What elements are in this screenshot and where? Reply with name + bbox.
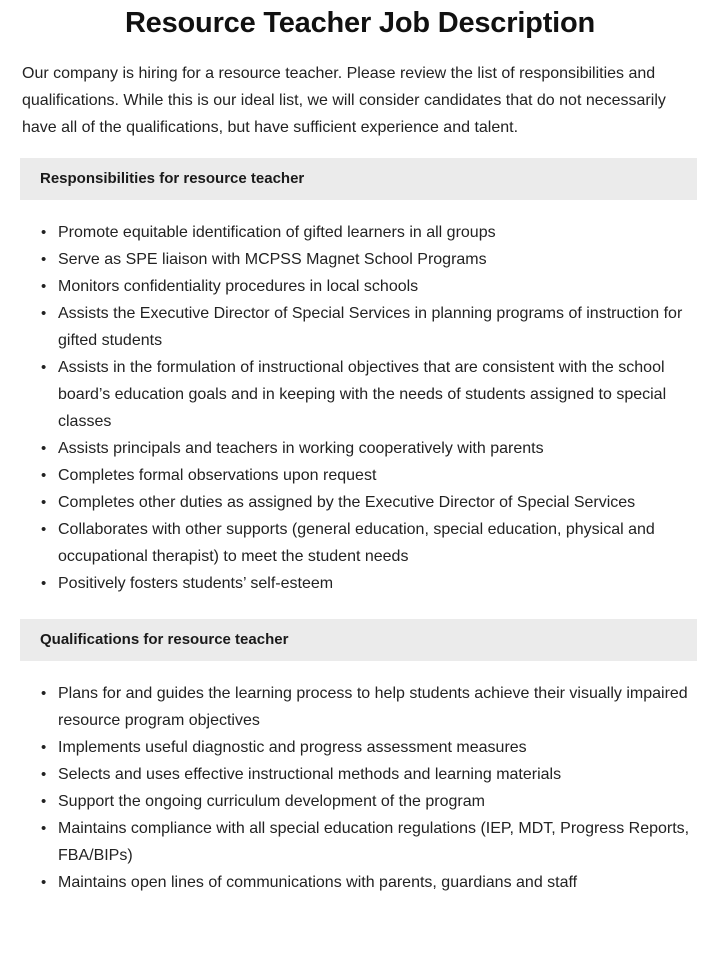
- list-item: • Monitors confidentiality procedures in local schools: [0, 273, 720, 300]
- list-item: • Maintains open lines of communications with parents, guardians and staff: [0, 869, 720, 896]
- section-heading: Responsibilities for resource teacher: [20, 158, 697, 200]
- list-item: • Completes other duties as assigned by the Executive Director of Special Services: [0, 489, 720, 516]
- list-item: • Assists the Executive Director of Special Services in planning programs of instruction for gifted students: [0, 300, 720, 354]
- list-item: • Assists principals and teachers in working cooperatively with parents: [0, 435, 720, 462]
- section-2: [0, 619, 720, 896]
- list-item: • Serve as SPE liaison with MCPSS Magnet School Programs: [0, 246, 720, 273]
- section-gap: [0, 597, 720, 619]
- list-item: • Promote equitable identification of gifted learners in all groups: [0, 219, 720, 246]
- section-list: [0, 219, 720, 597]
- section-list: [0, 680, 720, 896]
- list-item: • Assists in the formulation of instructional objectives that are consistent with the school board’s education goals and in keeping with the needs of students assigned to special classes: [0, 354, 720, 435]
- list-item: • Implements useful diagnostic and progress assessment measures: [0, 734, 720, 761]
- list-item: • Selects and uses effective instructional methods and learning materials: [0, 761, 720, 788]
- intro-spacer: [0, 141, 720, 158]
- intro-paragraph: Our company is hiring for a resource teacher. Please review the list of responsibilities and qualifications. While this is our ideal list, we will consider candidates that do not necessarily have all of the qualifications, but have sufficient experience and talent.: [22, 65, 666, 136]
- page-title: Resource Teacher Job Description: [124, 7, 596, 39]
- list-item: • Collaborates with other supports (general education, special education, physical and occupational therapist) to meet the student needs: [0, 516, 720, 570]
- list-top-spacer: [0, 661, 720, 680]
- sections-container: [0, 158, 720, 896]
- list-item: • Maintains compliance with all special education regulations (IEP, MDT, Progress Reports, FBA/BIPs): [0, 815, 720, 869]
- list-item: • Support the ongoing curriculum development of the program: [0, 788, 720, 815]
- section-1: [0, 158, 720, 597]
- list-item: • Completes formal observations upon request: [0, 462, 720, 489]
- section-heading: Qualifications for resource teacher: [20, 619, 697, 661]
- list-item: • Positively fosters students’ self-esteem: [0, 570, 720, 597]
- list-top-spacer: [0, 200, 720, 219]
- list-item: • Plans for and guides the learning process to help students achieve their visually impaired resource program objectives: [0, 680, 720, 734]
